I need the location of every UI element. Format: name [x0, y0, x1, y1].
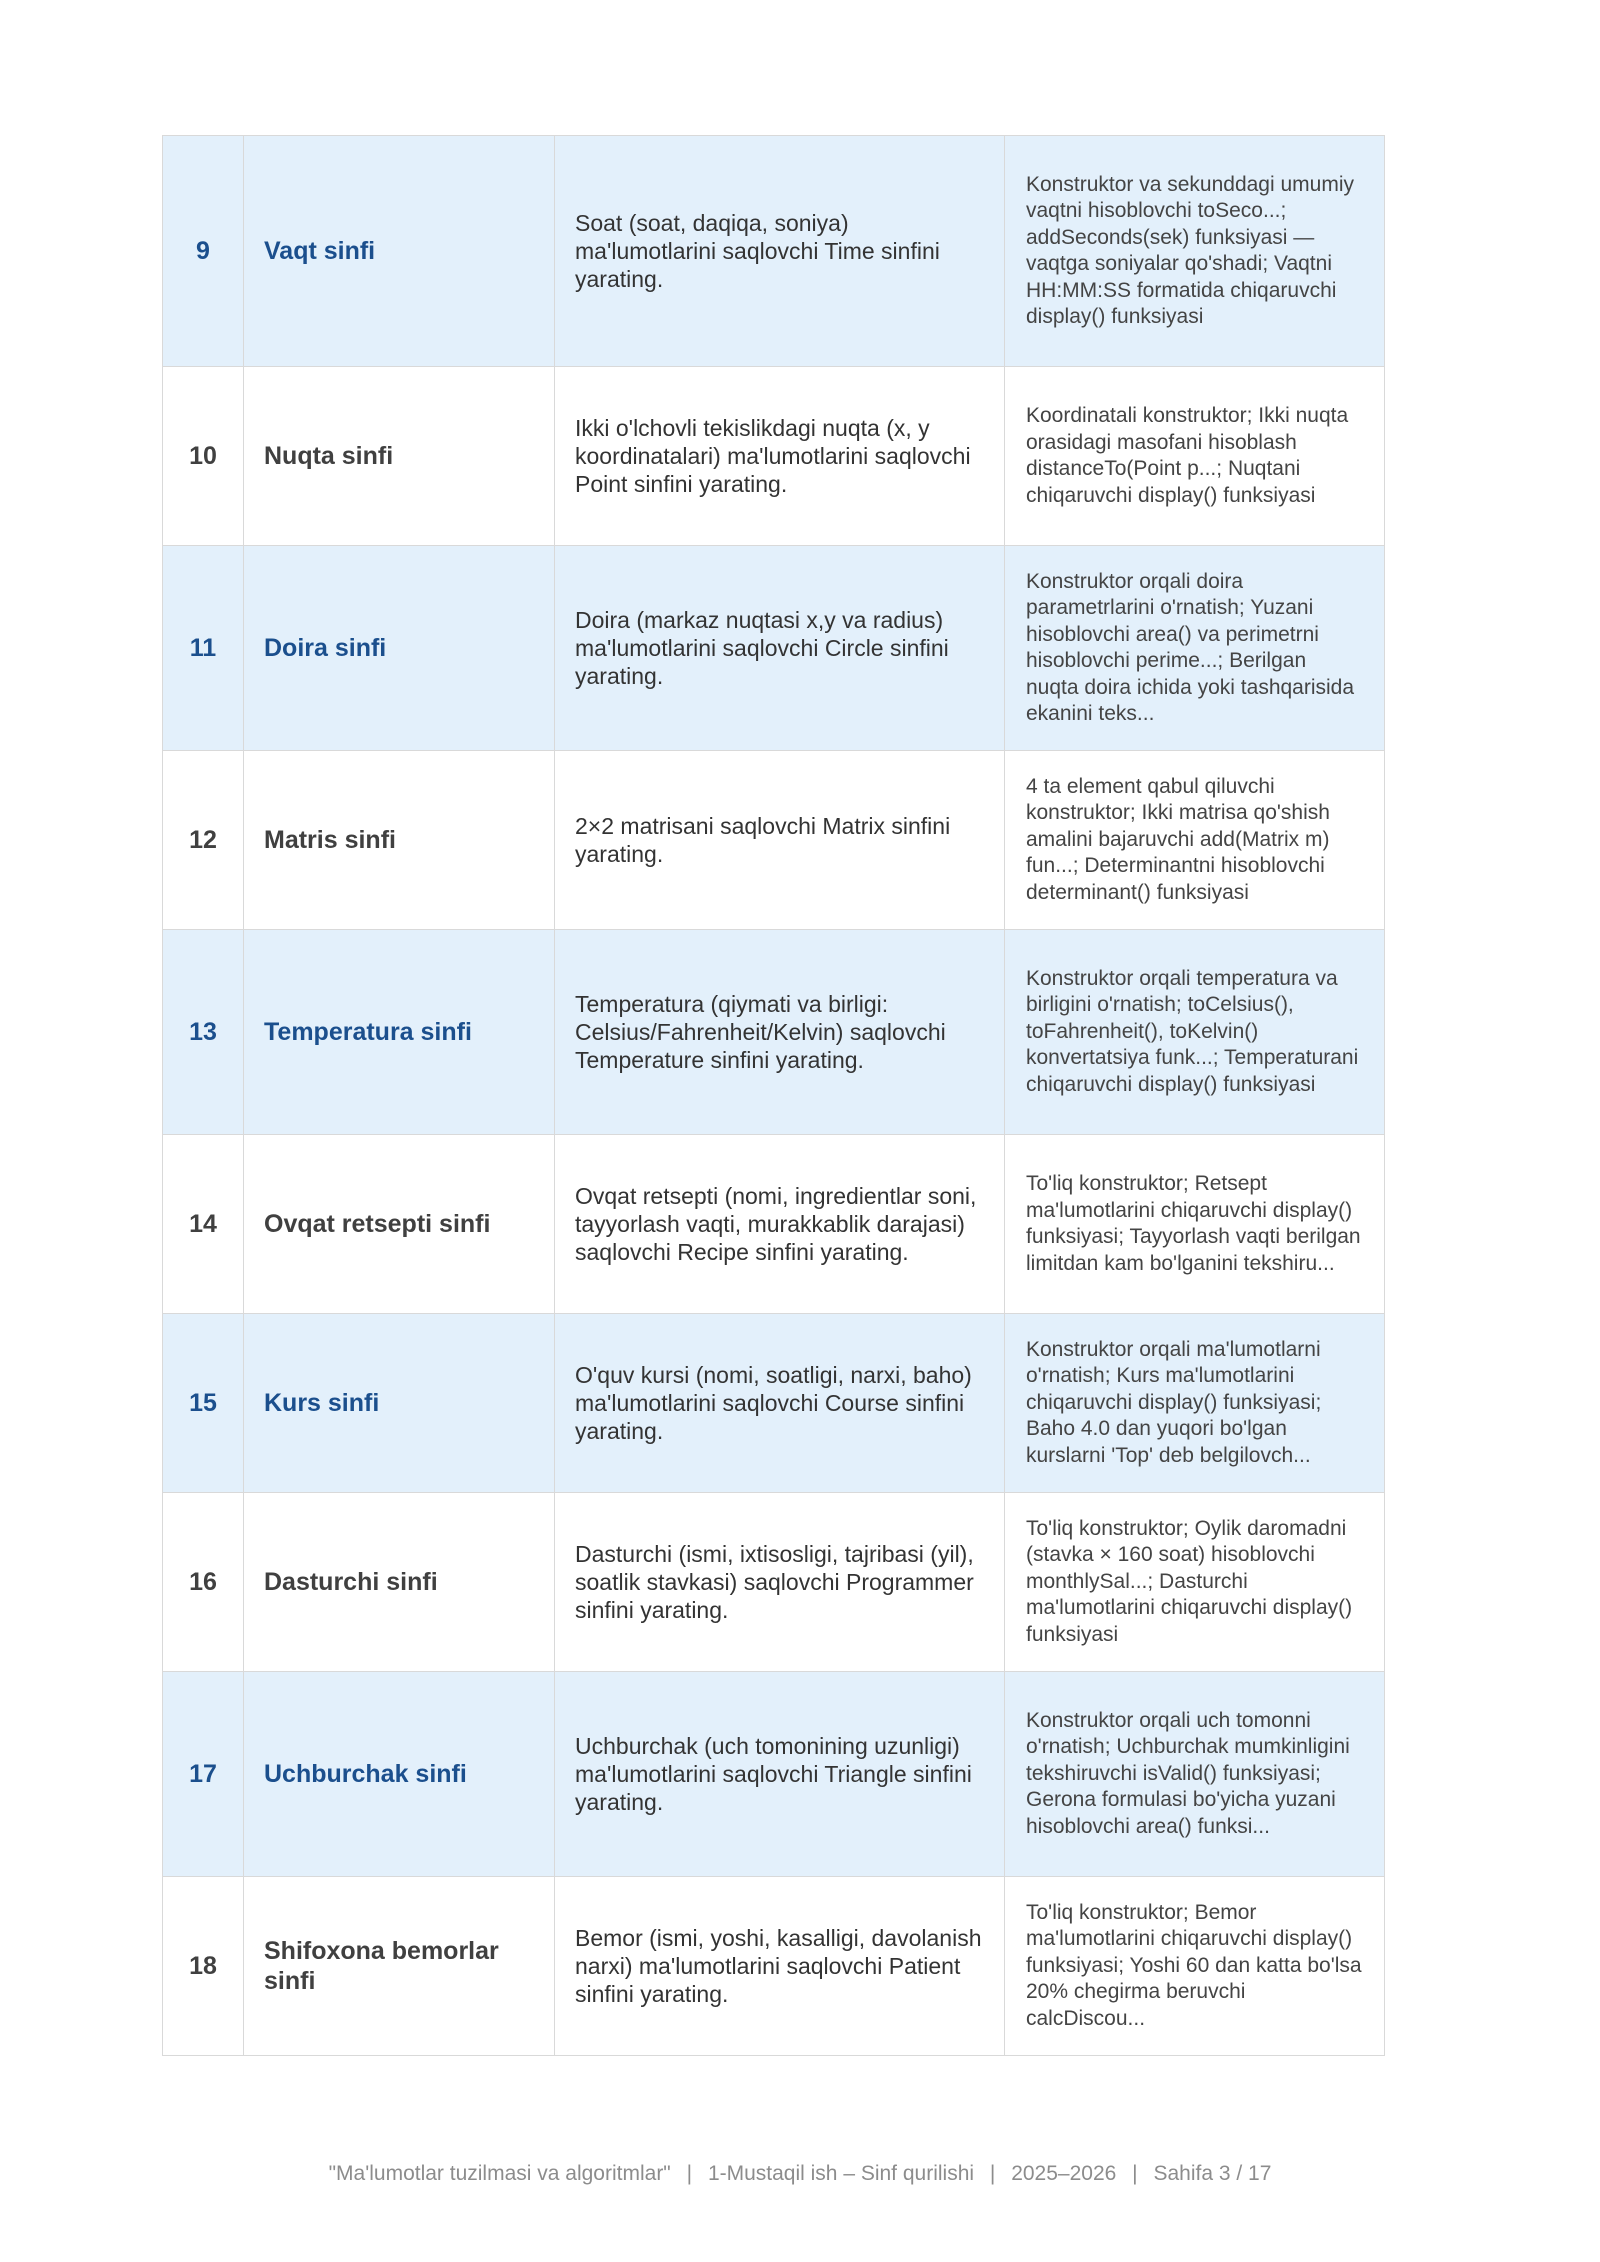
table-row	[163, 1493, 1385, 1672]
task-name: Doira sinfi	[244, 546, 555, 751]
task-requirements: Konstruktor orqali doira parametrlarini o'rnatish; Yuzani hisoblovchi area() va perimetrni hisoblovchi perime...; Berilgan nuqta doira ichida yoki tashqarisida ekanini teks...	[1005, 546, 1385, 751]
task-name: Matris sinfi	[244, 751, 555, 930]
task-name: Uchburchak sinfi	[244, 1672, 555, 1877]
task-number: 12	[163, 751, 244, 930]
footer-subject: "Ma'lumotlar tuzilmasi va algoritmlar"	[328, 2162, 671, 2185]
task-name: Nuqta sinfi	[244, 367, 555, 546]
task-requirements: Konstruktor orqali temperatura va birligini o'rnatish; toCelsius(), toFahrenheit(), toKelvin() konvertatsiya funk...; Temperaturani chiqaruvchi display() funksiyasi	[1005, 930, 1385, 1135]
task-number: 11	[163, 546, 244, 751]
table-row	[163, 930, 1385, 1135]
task-description: Doira (markaz nuqtasi x,y va radius) ma'lumotlarini saqlovchi Circle sinfini yarating.	[555, 546, 1005, 751]
task-description: Uchburchak (uch tomonining uzunligi) ma'lumotlarini saqlovchi Triangle sinfini yarating.	[555, 1672, 1005, 1877]
task-number: 9	[163, 136, 244, 367]
task-description: Dasturchi (ismi, ixtisosligi, tajribasi (yil), soatlik stavkasi) saqlovchi Programmer sinfini yarating.	[555, 1493, 1005, 1672]
footer-separator: |	[686, 2162, 693, 2185]
footer-separator: |	[1132, 2162, 1138, 2185]
task-description: Ovqat retsepti (nomi, ingredientlar soni, tayyorlash vaqti, murakkablik darajasi) saqlovchi Recipe sinfini yarating.	[555, 1135, 1005, 1314]
page-footer	[0, 2162, 1600, 2186]
footer-separator: |	[989, 2162, 996, 2185]
footer-page-number: Sahifa 3 / 17	[1153, 2162, 1272, 2185]
task-name: Ovqat retsepti sinfi	[244, 1135, 555, 1314]
table-row	[163, 546, 1385, 751]
task-description: Temperatura (qiymati va birligi: Celsius/Fahrenheit/Kelvin) saqlovchi Temperature sinfini yarating.	[555, 930, 1005, 1135]
task-requirements: Konstruktor orqali ma'lumotlarni o'rnatish; Kurs ma'lumotlarini chiqaruvchi display() funksiyasi; Baho 4.0 dan yuqori bo'lgan kurslarni 'Top' deb belgilovch...	[1005, 1314, 1385, 1493]
task-description: Soat (soat, daqiqa, soniya) ma'lumotlarini saqlovchi Time sinfini yarating.	[555, 136, 1005, 367]
table-row	[163, 751, 1385, 930]
footer-work-title: 1-Mustaqil ish – Sinf qurilishi	[707, 2162, 975, 2185]
task-requirements: To'liq konstruktor; Bemor ma'lumotlarini chiqaruvchi display() funksiyasi; Yoshi 60 dan katta bo'lsa 20% chegirma beruvchi calcDiscou...	[1005, 1877, 1385, 2056]
task-requirements: 4 ta element qabul qiluvchi konstruktor; Ikki matrisa qo'shish amalini bajaruvchi add(Matrix m) fun...; Determinantni hisoblovchi determinant() funksiyasi	[1005, 751, 1385, 930]
table-row	[163, 1877, 1385, 2056]
task-description: O'quv kursi (nomi, soatligi, narxi, baho) ma'lumotlarini saqlovchi Course sinfini yarating.	[555, 1314, 1005, 1493]
task-requirements: Konstruktor orqali uch tomonni o'rnatish; Uchburchak mumkinligini tekshiruvchi isValid() funksiyasi; Gerona formulasi bo'yicha yuzani hisoblovchi area() funksi...	[1005, 1672, 1385, 1877]
table-row	[163, 1672, 1385, 1877]
task-number: 15	[163, 1314, 244, 1493]
task-number: 10	[163, 367, 244, 546]
task-requirements: Konstruktor va sekunddagi umumiy vaqtni hisoblovchi toSeco...; addSeconds(sek) funksiyasi — vaqtga soniyalar qo'shadi; Vaqtni HH:MM:SS formatida chiqaruvchi display() funksiyasi	[1005, 136, 1385, 367]
task-number: 17	[163, 1672, 244, 1877]
footer-year: 2025–2026	[1011, 2162, 1117, 2185]
task-number: 18	[163, 1877, 244, 2056]
task-description: Bemor (ismi, yoshi, kasalligi, davolanish narxi) ma'lumotlarini saqlovchi Patient sinfini yarating.	[555, 1877, 1005, 2056]
task-name: Shifoxona bemorlar sinfi	[244, 1877, 555, 2056]
table-row	[163, 1135, 1385, 1314]
task-requirements: To'liq konstruktor; Oylik daromadni (stavka × 160 soat) hisoblovchi monthlySal...; Dasturchi ma'lumotlarini chiqaruvchi display() funksiyasi	[1005, 1493, 1385, 1672]
task-requirements: Koordinatali konstruktor; Ikki nuqta orasidagi masofani hisoblash distanceTo(Point p...; Nuqtani chiqaruvchi display() funksiyasi	[1005, 367, 1385, 546]
task-name: Vaqt sinfi	[244, 136, 555, 367]
task-name: Dasturchi sinfi	[244, 1493, 555, 1672]
table-row	[163, 1314, 1385, 1493]
table-row	[163, 367, 1385, 546]
task-requirements: To'liq konstruktor; Retsept ma'lumotlarini chiqaruvchi display() funksiyasi; Tayyorlash vaqti berilgan limitdan kam bo'lganini tekshiru...	[1005, 1135, 1385, 1314]
tasks-table	[162, 135, 1385, 2056]
task-number: 16	[163, 1493, 244, 1672]
task-name: Temperatura sinfi	[244, 930, 555, 1135]
task-number: 13	[163, 930, 244, 1135]
table-row	[163, 136, 1385, 367]
task-description: Ikki o'lchovli tekislikdagi nuqta (x, y koordinatalari) ma'lumotlarini saqlovchi Point sinfini yarating.	[555, 367, 1005, 546]
task-name: Kurs sinfi	[244, 1314, 555, 1493]
task-number: 14	[163, 1135, 244, 1314]
task-description: 2×2 matrisani saqlovchi Matrix sinfini yarating.	[555, 751, 1005, 930]
